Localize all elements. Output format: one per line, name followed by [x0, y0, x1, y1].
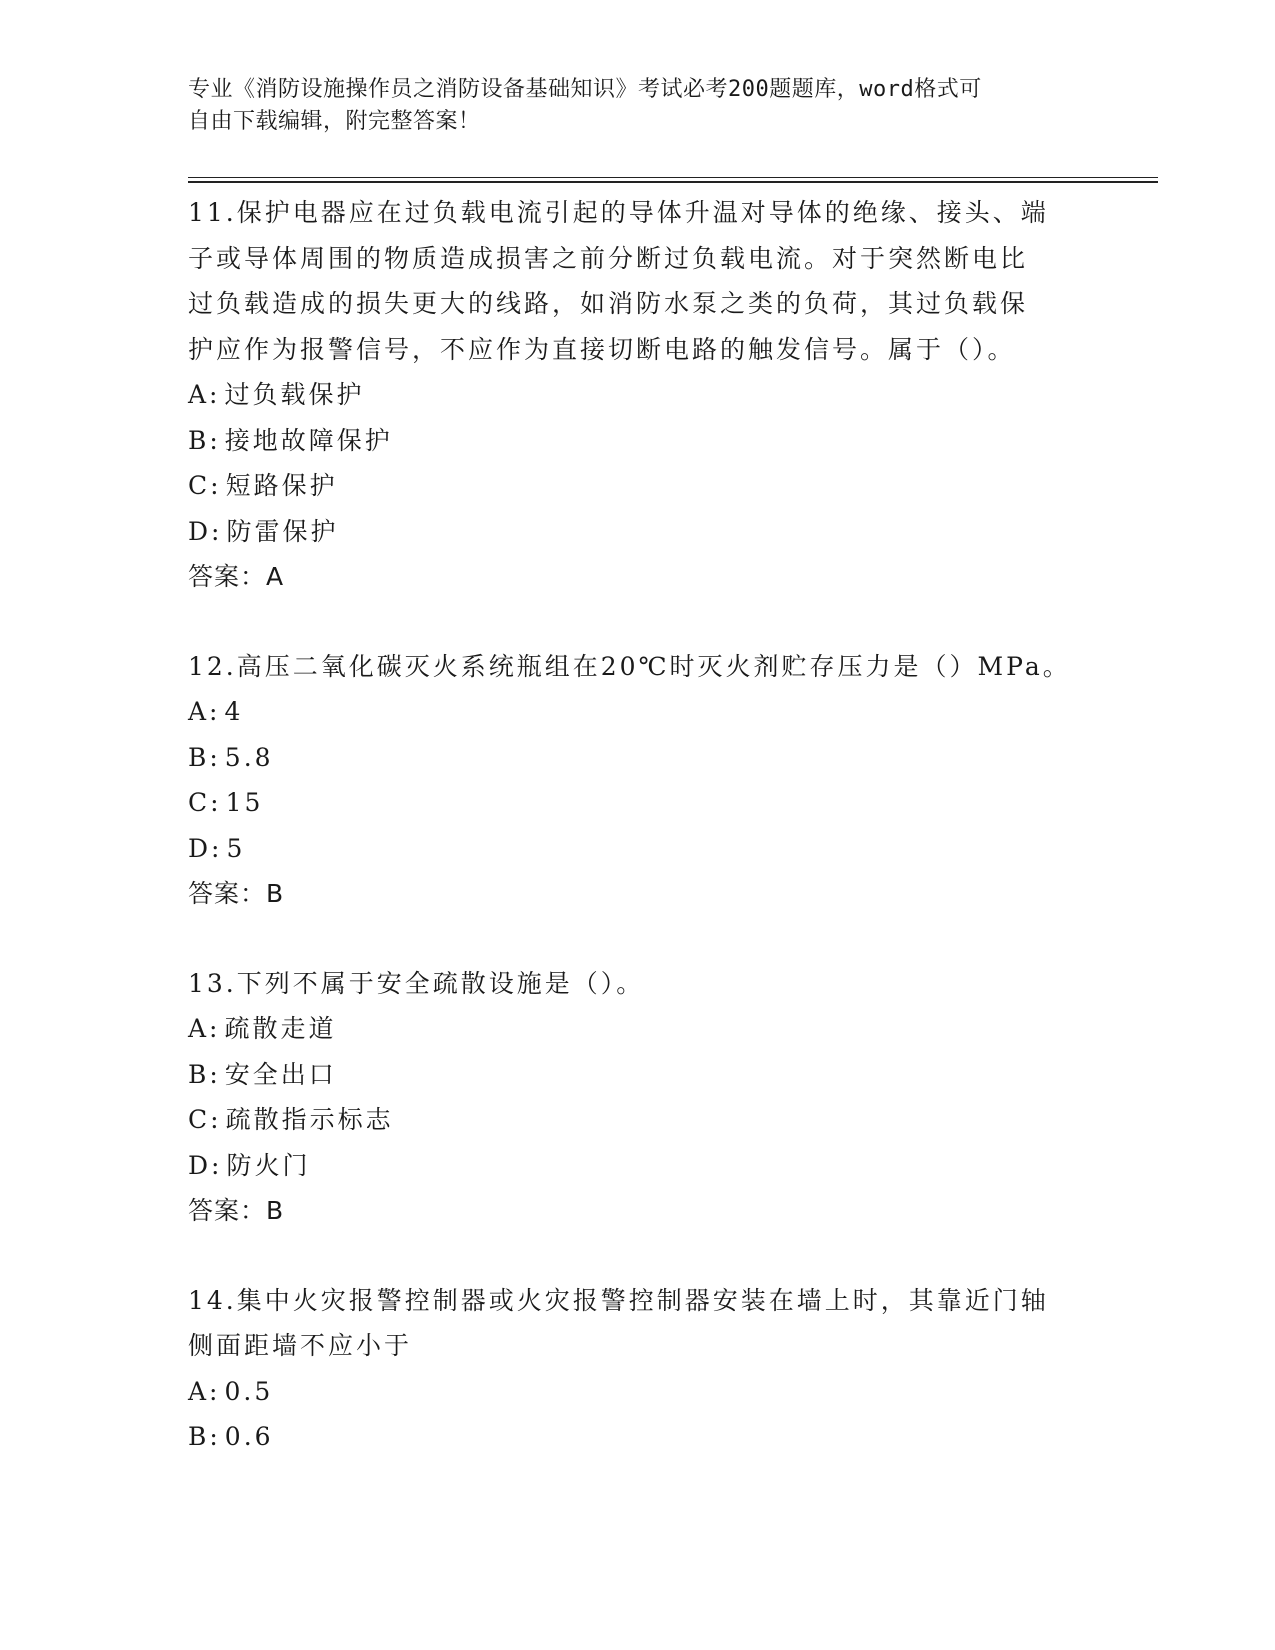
option-text: 短路保护 — [225, 471, 338, 500]
option-a — [188, 1006, 1088, 1052]
question-stem: 13.下列不属于安全疏散设施是（）。 — [188, 968, 645, 998]
option-text: 疏散走道 — [224, 1014, 337, 1043]
option-c — [188, 1097, 1088, 1143]
option-text: 过负载保护 — [224, 380, 365, 409]
option-text: 防火门 — [226, 1150, 311, 1180]
question-stem: 14.集中火灾报警控制器或火灾报警控制器安装在墙上时，其靠近门轴 — [188, 1285, 1049, 1315]
option-a — [188, 1369, 1088, 1415]
question-stem: 过负载造成的损失更大的线路，如消防水泵之类的负荷，其过负载保 — [188, 289, 1029, 318]
option-d — [188, 826, 1088, 872]
option-key: B: — [188, 1059, 221, 1089]
header-divider-thick — [188, 181, 1158, 183]
question-list — [188, 190, 1088, 1504]
question-stem: 侧面距墙不应小于 — [188, 1331, 413, 1360]
option-key: A: — [188, 697, 221, 726]
option-key: D: — [188, 1150, 223, 1180]
option-key: A: — [188, 1014, 221, 1043]
option-text: 5 — [226, 833, 246, 863]
document-header — [188, 74, 1088, 138]
header-line-1: 专业《消防设施操作员之消防设备基础知识》考试必考200题题库，word格式可 — [188, 77, 982, 102]
option-c — [188, 780, 1088, 826]
option-text: 0.6 — [224, 1422, 274, 1451]
question-stem: 11.保护电器应在过负载电流引起的导体升温对导体的绝缘、接头、端 — [188, 198, 1049, 227]
header-divider-thin — [188, 177, 1158, 178]
question-13 — [188, 961, 1088, 1234]
question-stem: 护应作为报警信号，不应作为直接切断电路的触发信号。属于（）。 — [188, 334, 1016, 364]
option-text: 安全出口 — [224, 1059, 337, 1089]
option-text: 疏散指示标志 — [225, 1105, 394, 1134]
question-stem: 12.高压二氧化碳灭火系统瓶组在20℃时灭火剂贮存压力是（）MPa。 — [188, 651, 1071, 681]
option-key: A: — [188, 1376, 221, 1406]
answer-line: 答案：A — [188, 562, 285, 591]
option-a — [188, 689, 1088, 735]
option-a — [188, 372, 1088, 418]
option-b — [188, 1414, 1088, 1460]
option-text: 15 — [225, 788, 264, 817]
option-key: A: — [188, 380, 221, 409]
answer-line: 答案：B — [188, 1196, 285, 1225]
option-text: 接地故障保护 — [224, 425, 393, 455]
option-c — [188, 463, 1088, 509]
option-d — [188, 1143, 1088, 1189]
answer-line: 答案：B — [188, 879, 285, 908]
option-key: D: — [188, 516, 223, 546]
option-key: B: — [188, 425, 221, 455]
question-stem: 子或导体周围的物质造成损害之前分断过负载电流。对于突然断电比 — [188, 243, 1029, 273]
question-14 — [188, 1278, 1088, 1460]
option-key: C: — [188, 788, 222, 817]
header-line-2: 自由下载编辑，附完整答案！ — [188, 109, 481, 134]
option-b — [188, 735, 1088, 781]
option-text: 5.8 — [224, 742, 274, 772]
question-12 — [188, 644, 1088, 917]
option-key: C: — [188, 1105, 222, 1134]
question-11 — [188, 190, 1088, 600]
option-text: 4 — [224, 697, 244, 726]
option-b — [188, 1052, 1088, 1098]
option-text: 0.5 — [224, 1376, 274, 1406]
option-d — [188, 509, 1088, 555]
option-b — [188, 418, 1088, 464]
option-key: B: — [188, 742, 221, 772]
option-key: B: — [188, 1422, 221, 1451]
option-key: C: — [188, 471, 222, 500]
option-text: 防雷保护 — [226, 516, 339, 546]
option-key: D: — [188, 833, 223, 863]
